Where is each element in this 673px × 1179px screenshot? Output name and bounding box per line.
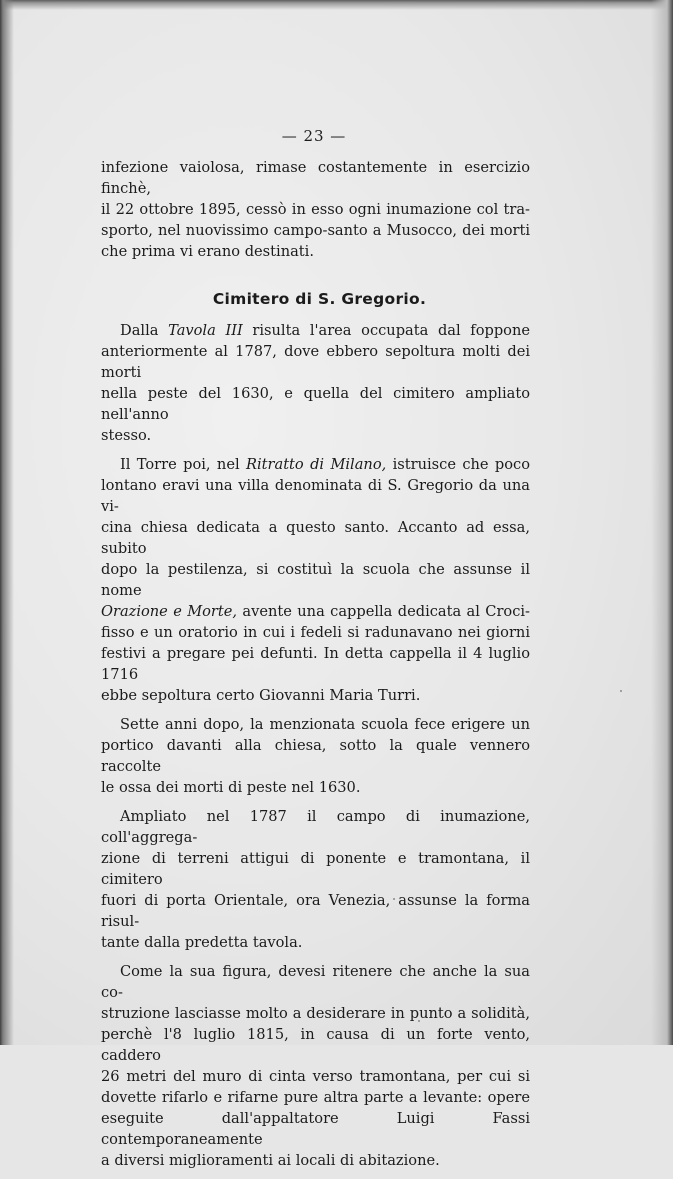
text-line: Sette anni dopo, la menzionata scuola fece erigere un [120, 716, 530, 733]
paragraph [101, 806, 530, 953]
scan-speck [620, 690, 622, 692]
text-line: lontano eravi una villa denominata di S. Gregorio da una vi- [101, 477, 530, 515]
italic-reference: Tavola III [168, 322, 243, 339]
scan-shadow-right [651, 0, 673, 1045]
text-line: 26 metri del muro di cinta verso tramontana, per cui si [101, 1068, 530, 1085]
paragraph [101, 320, 530, 446]
text-line: il 22 ottobre 1895, cessò in esso ogni inumazione col tra- [101, 201, 530, 218]
text-line: zione di terreni attigui di ponente e tramontana, il cimitero [101, 850, 530, 888]
text-line: eseguite dall'appaltatore Luigi Fassi contemporaneamente [101, 1110, 530, 1148]
text-line: sporto, nel nuovissimo campo-santo a Musocco, dei morti [101, 222, 530, 239]
paragraph [101, 961, 530, 1171]
page-number: — 23 — [281, 127, 347, 145]
text-line: a diversi miglioramenti ai locali di abitazione. [101, 1152, 440, 1169]
paragraph [101, 714, 530, 798]
text-line: infezione vaiolosa, rimase costantemente in esercizio finchè, [101, 159, 530, 197]
text-line: dovette rifarlo e rifarne pure altra parte a levante: opere [101, 1089, 530, 1106]
text-line: Come la sua figura, devesi ritenere che anche la sua co- [101, 963, 530, 1001]
text-line: tante dalla predetta tavola. [101, 934, 303, 951]
text-line: Ampliato nel 1787 il campo di inumazione, coll'aggrega- [101, 808, 530, 846]
text-line: cina chiesa dedicata a questo santo. Accanto ad essa, subito [101, 519, 530, 557]
text-line: Orazione e Morte, avente una cappella dedicata al Croci- [101, 603, 530, 620]
text-line: nella peste del 1630, e quella del cimitero ampliato nell'anno [101, 385, 530, 423]
text-line: Dalla Tavola III risulta l'area occupata dal foppone [120, 322, 531, 339]
text-line: anteriormente al 1787, dove ebbero sepoltura molti dei morti [101, 343, 530, 381]
text-line: stesso. [101, 427, 152, 444]
text-line: che prima vi erano destinati. [101, 243, 314, 260]
paragraph [101, 454, 530, 706]
scan-shadow-top [0, 0, 673, 10]
text-line: struzione lasciasse molto a desiderare in punto a solidità, [101, 1005, 530, 1022]
text-line: Il Torre poi, nel Ritratto di Milano, istruisce che poco [120, 456, 530, 473]
section-heading: Cimitero di S. Gregorio. [212, 290, 427, 308]
text-line: perchè l'8 luglio 1815, in causa di un forte vento, caddero [101, 1026, 530, 1064]
paragraph-continuation [101, 157, 530, 262]
text-line: festivi a pregare pei defunti. In detta cappella il 4 luglio 1716 [101, 645, 530, 683]
body-text [101, 157, 530, 1179]
text-line: fuori di porta Orientale, ora Venezia, assunse la forma risul- [101, 892, 530, 930]
text-line: le ossa dei morti di peste nel 1630. [101, 779, 361, 796]
text-line: dopo la pestilenza, si costituì la scuola che assunse il nome [101, 561, 530, 599]
text-line: portico davanti alla chiesa, sotto la quale vennero raccolte [101, 737, 530, 775]
scan-shadow-left [0, 0, 14, 1045]
italic-name: Orazione e Morte, [101, 603, 238, 620]
text-line: fisso e un oratorio in cui i fedeli si radunavano nei giorni [101, 624, 530, 641]
text-line: ebbe sepoltura certo Giovanni Maria Turri. [101, 687, 421, 704]
italic-title: Ritratto di Milano, [246, 456, 387, 473]
